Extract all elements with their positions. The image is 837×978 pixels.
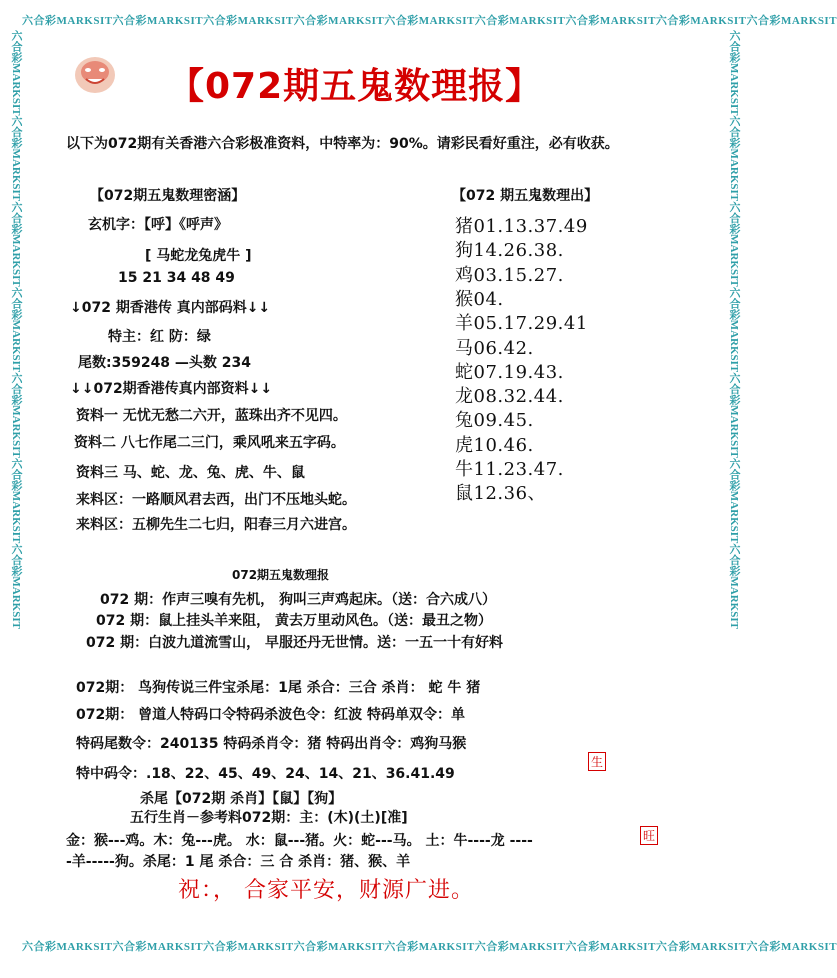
zodiac-number-line: 蛇07.19.43. bbox=[455, 361, 564, 383]
tezhu-line: 特主：红 防：绿 bbox=[108, 329, 211, 345]
weishu-line: 尾数:359248 —头数 234 bbox=[78, 355, 252, 371]
zodiac-number-line: 狗14.26.38. bbox=[455, 240, 564, 262]
intro-text: 以下为072期有关香港六合彩极准资料，中特率为：90%。请彩民看好重注，必有收获。 bbox=[66, 136, 619, 152]
ziliao-1: 资料一 无忧无愁二六开，蓝珠出齐不见四。 bbox=[76, 408, 347, 424]
zodiac-number-line: 羊05.17.29.41 bbox=[455, 313, 588, 335]
bottom-line-2: 072期： 曾道人特码口令特码杀波色令：红波 特码单双令：单 bbox=[76, 707, 465, 723]
laiyuan-2: 来料区：五柳先生二七归，阳春三月六进宫。 bbox=[76, 517, 356, 533]
zodiac-number-line: 牛11.23.47. bbox=[455, 459, 564, 480]
bottom-line-6: 五行生肖－参考料072期：主：(木)(土)[准] bbox=[130, 810, 408, 826]
bottom-line-1: 072期： 鸟狗传说三件宝杀尾：1尾 杀合：三合 杀肖： 蛇 牛 猪 bbox=[76, 680, 481, 696]
zodiac-bracket: [ 马蛇龙兔虎牛 ] bbox=[145, 248, 252, 264]
middle-heading: 072期五鬼数理报 bbox=[232, 568, 330, 582]
left-heading: 【072期五鬼数理密涵】 bbox=[90, 188, 246, 204]
right-heading: 【072 期五鬼数理出】 bbox=[452, 188, 599, 204]
zodiac-number-line: 龙08.32.44. bbox=[455, 386, 564, 408]
watermark-bottom: 六合彩MARKSIT六合彩MARKSIT六合彩MARKSIT六合彩MARKSIT六合彩MARKSIT六合彩MARKSIT六合彩MARKSIT六合彩MARKSIT六合彩MARKSIT bbox=[22, 941, 837, 953]
mascot-face-icon bbox=[72, 55, 118, 95]
watermark-left: 六合彩MARKSIT六合彩MARKSIT六合彩MARKSIT六合彩MARKSIT六合彩MARKSIT六合彩MARKSIT六合彩MARKSIT bbox=[10, 30, 22, 629]
watermark-top: 六合彩MARKSIT六合彩MARKSIT六合彩MARKSIT六合彩MARKSIT六合彩MARKSIT六合彩MARKSIT六合彩MARKSIT六合彩MARKSIT六合彩MARKSIT bbox=[22, 15, 837, 27]
page-title: 【072期五鬼数理报】 bbox=[168, 66, 543, 107]
zodiac-number-line: 鼠12.36、 bbox=[455, 483, 547, 505]
ziliao-3: 资料三 马、蛇、龙、兔、虎、牛、鼠 bbox=[76, 465, 305, 481]
middle-line-3: 072 期：白波九道流雪山， 早服还丹无世情。送：一五一十有好料 bbox=[86, 635, 503, 651]
watermark-right: 六合彩MARKSIT六合彩MARKSIT六合彩MARKSIT六合彩MARKSIT六合彩MARKSIT六合彩MARKSIT六合彩MARKSIT bbox=[728, 30, 740, 629]
bottom-line-4: 特中码令：.18、22、45、49、24、14、21、36.41.49 bbox=[76, 766, 455, 782]
bottom-line-8: -羊-----狗。杀尾：1 尾 杀合：三 合 杀肖：猪、猴、羊 bbox=[66, 854, 411, 870]
bottom-line-7: 金：猴---鸡。木：兔---虎。 水：鼠---猪。火：蛇---马。 土：牛----龙 ---- bbox=[66, 833, 533, 849]
stamp-mark-2: 旺 bbox=[640, 826, 658, 845]
bottom-line-5: 杀尾【072期 杀肖】【鼠】【狗】 bbox=[140, 791, 343, 807]
bottom-line-3: 特码尾数令：240135 特码杀肖令：猪 特码出肖令：鸡狗马猴 bbox=[76, 736, 467, 752]
number-list: 15 21 34 48 49 bbox=[118, 270, 235, 286]
zodiac-number-line: 猴04. bbox=[455, 288, 504, 310]
ziliao-2: 资料二 八七作尾二三门，乘风吼来五字码。 bbox=[74, 435, 345, 451]
laiyuan-1: 来料区：一路顺风君去西，出门不压地头蛇。 bbox=[76, 492, 356, 508]
middle-line-1: 072 期：作声三嗅有先机， 狗叫三声鸡起床。（送：合六成八） bbox=[100, 592, 496, 608]
xuanji-line: 玄机字：【呼】《呼声》 bbox=[88, 217, 228, 233]
zodiac-number-line: 虎10.46. bbox=[455, 434, 534, 456]
hk-header: ↓072 期香港传 真内部码料↓↓ bbox=[70, 300, 271, 316]
middle-line-2: 072 期：鼠上挂头羊来阻， 黄去万里动风色。（送：最丑之物） bbox=[96, 613, 492, 629]
zodiac-number-line: 猪01.13.37.49 bbox=[455, 216, 588, 237]
stamp-mark: 生 bbox=[588, 752, 606, 771]
zodiac-number-line: 兔09.45. bbox=[455, 410, 534, 432]
hk-header-2: ↓↓072期香港传真内部资料↓↓ bbox=[70, 381, 273, 397]
zodiac-number-line: 马06.42. bbox=[455, 337, 534, 359]
footer-blessing: 祝：， 合家平安，财源广进。 bbox=[178, 878, 474, 903]
zodiac-number-line: 鸡03.15.27. bbox=[455, 264, 564, 286]
